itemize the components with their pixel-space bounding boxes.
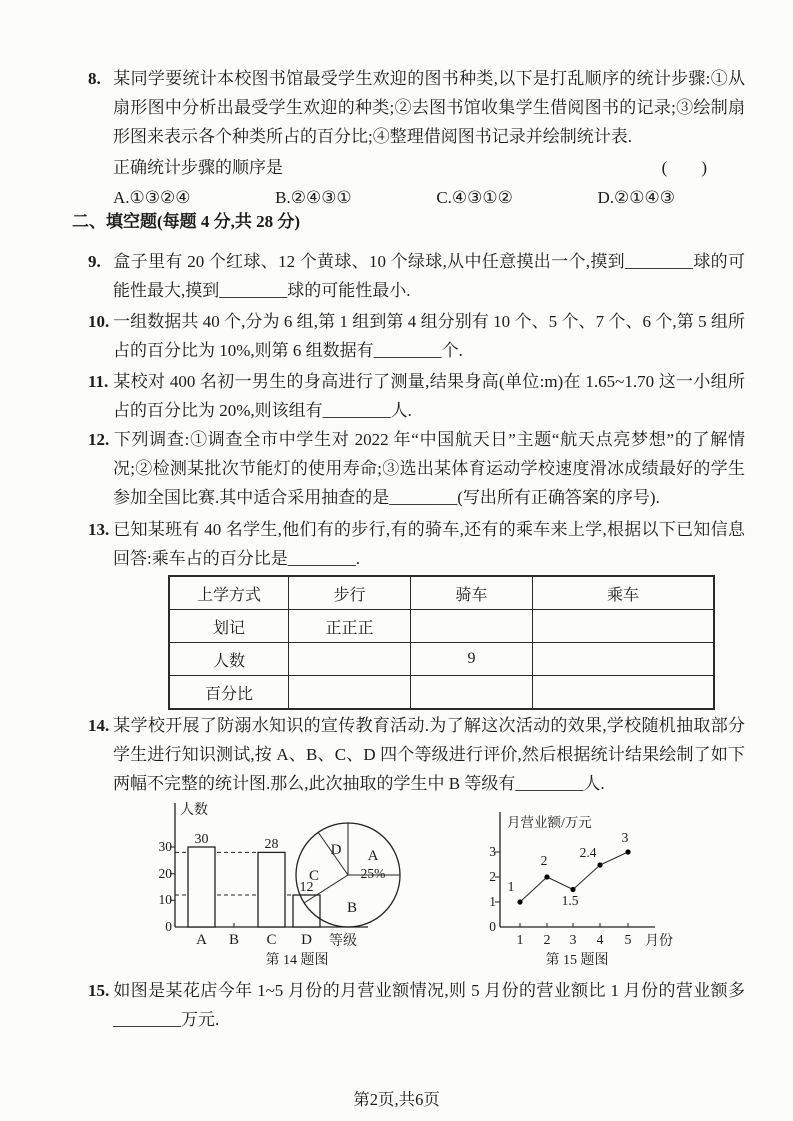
section-2-title: 二、填空题(每题 4 分,共 28 分) — [72, 212, 301, 231]
question-14 — [88, 711, 745, 798]
bar-value-a: 30 — [194, 832, 209, 847]
question-9 — [88, 247, 745, 305]
question-15-text: 如图是某花店今年 1~5 月份的月营业额情况,则 5 月份的营业额比 1 月份的营业额多________万元. — [113, 981, 745, 1029]
point-label-1: 1 — [507, 879, 515, 894]
data-point-2 — [544, 874, 549, 879]
answer-bracket: ( ) — [661, 158, 707, 177]
bar-cat-a: A — [196, 932, 207, 948]
data-point-5 — [625, 849, 630, 854]
pie-label-d: D — [330, 842, 342, 858]
question-8 — [88, 64, 745, 151]
option-a: A.①③②④ — [113, 188, 191, 207]
table-cell — [533, 676, 715, 710]
table-cell: 划记 — [169, 610, 289, 643]
question-11-number: 11. — [88, 372, 109, 391]
question-10-text: 一组数据共 40 个,分为 6 组,第 1 组到第 4 组分别有 10 个、5 个、7 个、6 个,第 5 组所占的百分比为 10%,则第 6 组数据有________个. — [113, 312, 745, 360]
table-cell — [411, 676, 533, 710]
question-8-prompt-row — [113, 153, 707, 182]
question-9-number: 9. — [88, 252, 101, 271]
bar-c — [258, 852, 285, 927]
pie-chart — [296, 823, 400, 927]
table-cell: 百分比 — [169, 676, 289, 710]
line-xtick-label-2: 2 — [543, 933, 551, 948]
table-cell: 乘车 — [533, 576, 715, 610]
bar-cat-d: D — [301, 932, 312, 948]
table-row — [169, 576, 714, 610]
question-12-number: 12. — [88, 430, 110, 449]
bar-cat-b: B — [228, 932, 240, 948]
line-ytick-label-0: 0 — [489, 919, 496, 934]
bar-ytick-label-0: 0 — [165, 919, 172, 934]
line-xtick-label-3: 3 — [569, 933, 577, 948]
question-11-text: 某校对 400 名初一男生的身高进行了测量,结果身高(单位:m)在 1.65~1.70 这一小组所占的百分比为 20%,则该组有________人. — [113, 372, 745, 420]
question-15-number: 15. — [88, 981, 110, 1000]
table-cell: 上学方式 — [169, 576, 289, 610]
figure-14-caption: 第 14 题图 — [265, 953, 329, 968]
table-cell: 正正正 — [289, 610, 411, 643]
table-cell: 步行 — [289, 576, 411, 610]
question-9-text: 盒子里有 20 个红球、12 个黄球、10 个绿球,从中任意摸出一个,摸到________球的可能性最大,摸到________球的可能性最小. — [113, 252, 745, 300]
point-label-3: 1.5 — [561, 893, 579, 908]
point-label-5: 3 — [621, 830, 629, 845]
table-cell — [533, 610, 715, 643]
point-label-2: 2 — [540, 853, 548, 868]
bar-value-d: 12 — [299, 880, 314, 895]
question-15 — [88, 976, 745, 1034]
question-14-text: 某学校开展了防溺水知识的宣传教育活动.为了解这次活动的效果,学校随机抽取部分学生进行知识测试,按 A、B、C、D 四个等级进行评价,然后根据统计结果绘制了如下两幅不完整的统计图.那么,此次抽取的学生中 B 等级有________人. — [113, 716, 745, 793]
line-xtick-label-5: 5 — [624, 933, 632, 948]
line-xtick-label-1: 1 — [516, 933, 524, 948]
question-8-text: 某同学要统计本校图书馆最受学生欢迎的图书种类,以下是打乱顺序的统计步骤:①从扇形图中分析出最受学生欢迎的种类;②去图书馆收集学生借阅图书的记录;③绘制扇形图来表示各个种类所占的百分比;④整理借阅图书记录并绘制统计表. — [113, 69, 745, 146]
question-10 — [88, 307, 745, 365]
line-xtick-label-4: 4 — [596, 933, 604, 948]
pie-label-b: B — [346, 900, 358, 916]
pie-label-a-pct: 25% — [360, 866, 386, 881]
question-8-prompt: 正确统计步骤的顺序是 — [113, 158, 283, 177]
bar-value-c: 28 — [264, 837, 279, 852]
data-point-3 — [570, 887, 575, 892]
bar-ytick-label-10: 10 — [158, 892, 172, 907]
bar-chart — [159, 801, 369, 968]
bar-cat-c: C — [266, 932, 277, 948]
question-13-text: 已知某班有 40 名学生,他们有的步行,有的骑车,还有的乘车来上学,根据以下已知信息回答:乘车占的百分比是________. — [113, 520, 745, 568]
line-ytick-label-1: 1 — [489, 894, 496, 909]
line-ytick-label-3: 3 — [489, 844, 496, 859]
figures-svg — [145, 798, 725, 968]
option-b: B.②④③① — [275, 188, 352, 207]
table-row — [169, 676, 714, 710]
line-ytick-label-2: 2 — [489, 869, 496, 884]
table-cell: 骑车 — [411, 576, 533, 610]
question-14-number: 14. — [88, 716, 110, 735]
pie-label-a: A — [367, 848, 379, 864]
table-cell — [289, 676, 411, 710]
table-cell: 9 — [411, 643, 533, 676]
question-13 — [88, 515, 745, 573]
question-12-text: 下列调查:①调查全市中学生对 2022 年“中国航天日”主题“航天点亮梦想”的了解情况;②检测某批次节能灯的使用寿命;③选出某体育运动学校速度滑冰成绩最好的学生参加全国比赛.其中适合采用抽查的是________(写出所有正确答案的序号). — [113, 430, 745, 507]
point-label-4: 2.4 — [579, 845, 597, 860]
pie-label-c: C — [308, 868, 320, 884]
bar-chart-ylabel: 人数 — [180, 803, 208, 818]
bar-ytick-label-30: 30 — [158, 839, 172, 854]
line-chart-ylabel: 月营业额/万元 — [507, 815, 592, 830]
line-chart — [489, 812, 673, 968]
figures-strip — [145, 798, 725, 973]
table-cell — [411, 610, 533, 643]
option-c: C.④③①② — [436, 188, 513, 207]
question-10-number: 10. — [88, 312, 110, 331]
table-row — [169, 643, 714, 676]
question-13-table — [168, 575, 715, 710]
page-footer: 第2页,共6页 — [353, 1090, 440, 1109]
data-point-1 — [517, 899, 522, 904]
bar-a — [188, 847, 215, 927]
option-d: D.②①④③ — [597, 188, 675, 207]
table-cell: 人数 — [169, 643, 289, 676]
table-row — [169, 610, 714, 643]
bar-d — [293, 895, 320, 927]
question-11 — [88, 367, 745, 425]
table-cell — [289, 643, 411, 676]
question-12 — [88, 425, 745, 512]
bar-ytick-label-20: 20 — [158, 866, 172, 881]
table-cell — [533, 643, 715, 676]
bar-chart-xlabel: 等级 — [329, 934, 357, 949]
question-13-number: 13. — [88, 520, 110, 539]
question-8-number: 8. — [88, 69, 101, 88]
line-chart-xlabel: 月份 — [645, 934, 673, 949]
figure-15-caption: 第 15 题图 — [545, 953, 609, 968]
data-point-4 — [597, 862, 602, 867]
